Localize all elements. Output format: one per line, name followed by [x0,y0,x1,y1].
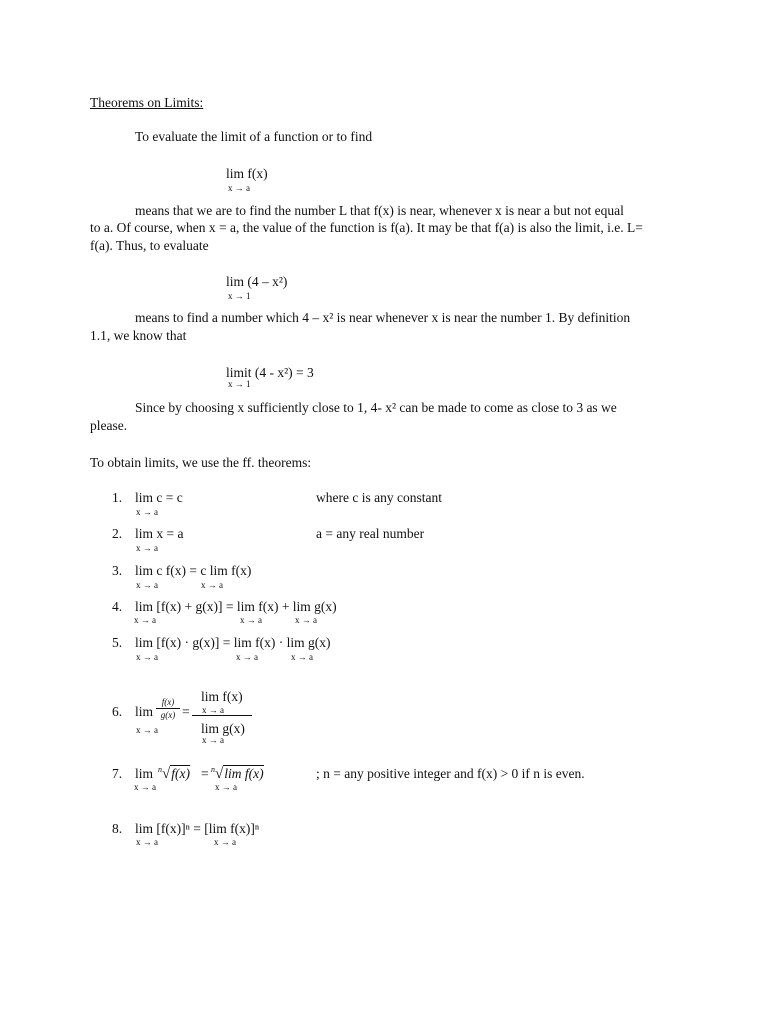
root-index: n [158,765,162,774]
lim-fx: lim f(x) [226,166,268,181]
lim-subscript: x → 1 [228,291,251,301]
theorem-number: 7. [112,766,123,781]
theorem-number: 1. [112,490,123,505]
paragraph-line: 1.1, we know that [90,328,187,343]
lim-subscript: x → a [214,837,236,847]
radicand: lim f(x) [224,766,264,781]
lim-subscript: x → a [201,580,223,590]
equals-sign: = [201,766,209,781]
lim-subscript: x → a [228,183,250,193]
fraction-bar [156,708,180,709]
lim-subscript: x → a [291,652,313,662]
fraction-denominator: g(x) [160,710,176,720]
lim-subscript: x → a [134,615,156,625]
lim-subscript: x → a [202,705,224,715]
radical-icon: √ [162,766,171,782]
intro-text: To evaluate the limit of a function or to find [135,129,373,144]
theorem-note: where c is any constant [316,490,442,505]
theorem-note: ; n = any positive integer and f(x) > 0 if n is even. [316,766,585,781]
limit-equation: limit (4 - x²) = 3 [226,365,314,380]
lim-subscript: x → a [134,782,156,792]
rhs-numerator: lim f(x) [201,689,243,704]
lim-word: lim [135,704,154,719]
theorem-expression: lim [f(x) · g(x)] = lim f(x) · lim g(x) [135,635,331,650]
paragraph-line: means to find a number which 4 – x² is near whenever x is near the number 1. By definition [135,310,631,325]
nth-root [158,764,190,783]
theorem-expression: lim [f(x) + g(x)] = lim f(x) + lim g(x) [135,599,337,614]
theorem-expression: lim c f(x) = c lim f(x) [135,563,252,578]
theorem-expression: lim c = c [135,490,183,505]
rhs-denominator: lim g(x) [201,721,245,736]
fraction-numerator: f(x) [161,697,175,707]
theorem-number: 2. [112,526,123,541]
theorem-expression: lim x = a [135,526,184,541]
nth-root [211,764,264,783]
theorem-number: 5. [112,635,123,650]
paragraph-line: To obtain limits, we use the ff. theorems: [90,455,312,470]
theorem-number: 6. [112,704,123,719]
lim-subscript: x → a [240,615,262,625]
lim-subscript: x → a [136,507,158,517]
paragraph-line: to a. Of course, when x = a, the value of the function is f(a). It may be that f(a) is also the limit, i.e. L= [90,220,643,235]
paragraph-line: means that we are to find the number L that f(x) is near, whenever x is near a but not equal [135,203,624,218]
root-index: n [211,765,215,774]
lim-word: lim [135,766,154,781]
lim-subscript: x → a [136,580,158,590]
lim-subscript: x → a [202,735,224,745]
lim-subscript: x → a [236,652,258,662]
radical-icon: √ [215,766,224,782]
lim-subscript: x → a [136,543,158,553]
lim-subscript: x → a [215,782,237,792]
theorem-number: 4. [112,599,123,614]
theorem-expression: lim [f(x)]ⁿ = [lim f(x)]ⁿ [135,821,260,836]
lim-subscript: x → 1 [228,379,251,389]
lim-subscript: x → a [136,837,158,847]
lim-subscript: x → a [136,725,158,735]
page-title: Theorems on Limits: [90,95,204,110]
fraction-bar [192,715,252,716]
paragraph-line: Since by choosing x sufficiently close to 1, 4- x² can be made to come as close to 3 as we [135,400,617,415]
lim-subscript: x → a [136,652,158,662]
theorem-number: 3. [112,563,123,578]
radicand: f(x) [171,766,190,781]
quotient-fraction [156,697,180,720]
theorem-note: a = any real number [316,526,425,541]
lim-4-x2: lim (4 – x²) [226,274,288,289]
paragraph-line: please. [90,418,128,433]
theorem-number: 8. [112,821,123,836]
paragraph-line: f(a). Thus, to evaluate [90,238,209,253]
equals-sign: = [182,704,190,719]
lim-subscript: x → a [295,615,317,625]
